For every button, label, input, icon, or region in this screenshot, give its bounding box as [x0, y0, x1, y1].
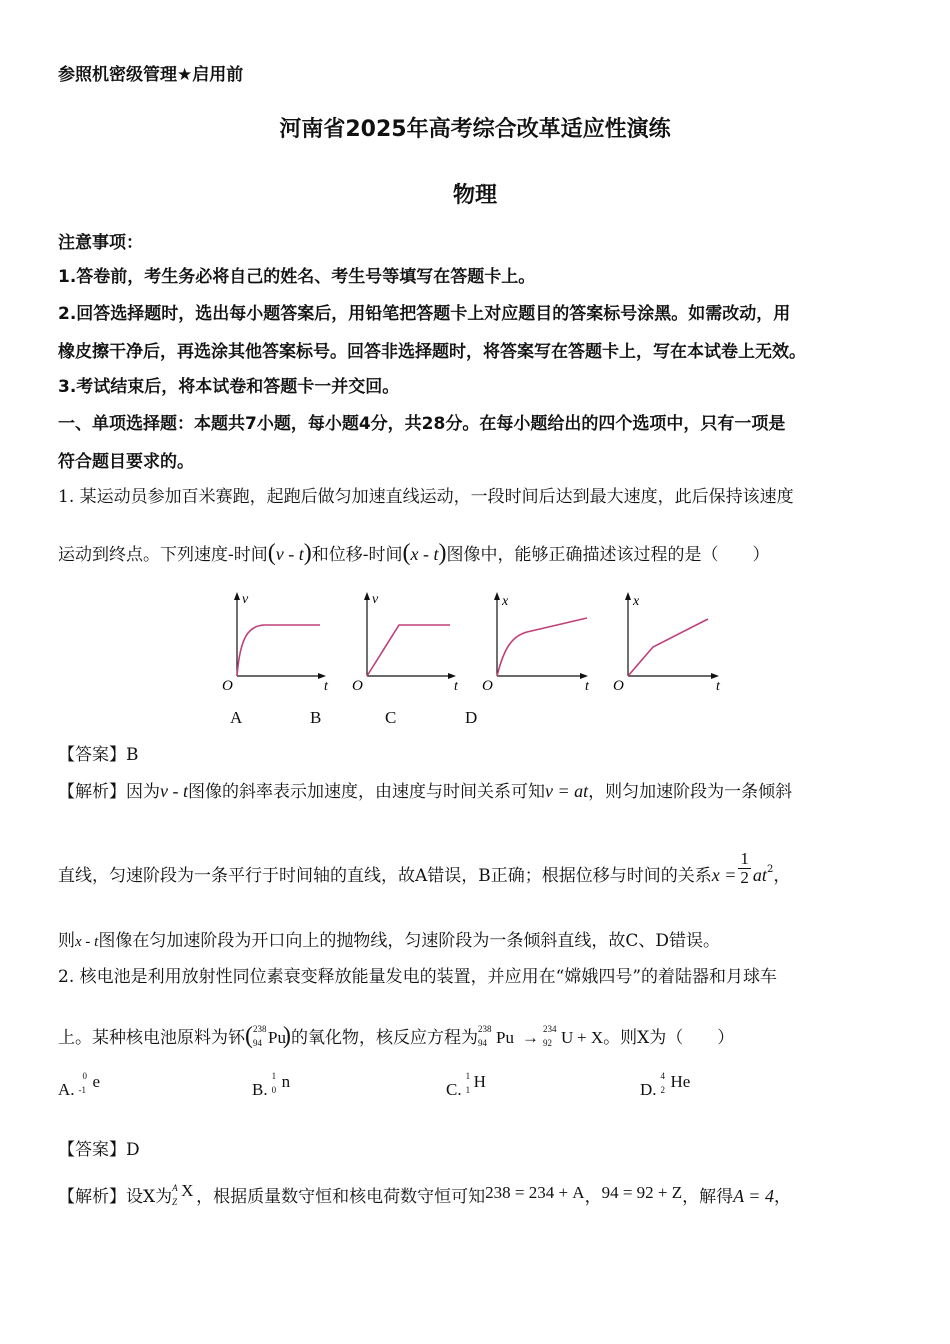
q1-explain3-b: 图像在匀加速阶段为开口向上的抛物线，匀速阶段为一条倾斜直线，故C、D错误。 — [98, 931, 720, 951]
pu-symbol: Pu — [268, 1028, 286, 1047]
choice-d-mass: 4 — [660, 1071, 666, 1081]
choice-d-nuclide — [660, 1071, 701, 1100]
graph-label-b: B — [310, 708, 322, 727]
q1-xt: x - t — [410, 544, 439, 564]
q2-explain-b: ，根据质量数守恒和核电荷数守恒可知 — [196, 1187, 486, 1207]
q1-explain1-eq: v = at — [544, 781, 589, 801]
eq-nuclide-pu — [478, 1024, 518, 1049]
graph-c-origin: O — [482, 678, 493, 693]
graph-c-xaxis: t — [585, 679, 589, 693]
pu-mass: 238 — [253, 1024, 267, 1034]
graph-c-yaxis: x — [502, 594, 509, 609]
graph-c — [472, 588, 597, 693]
note-item-2b: 橡皮擦干净后，再选涂其他答案标号。回答非选择题时，将答案写在答题卡上，写在本试卷上无效。 — [58, 342, 806, 362]
section1-heading-a: 一、单项选择题：本题共7小题，每小题4分，共28分。在每小题给出的四个选项中，只有一项是 — [58, 414, 786, 434]
q2-explain-line — [58, 1181, 791, 1208]
note-item-1: 1.答卷前，考生务必将自己的姓名、考生号等填写在答题卡上。 — [58, 267, 536, 287]
q2-line2-b: 的氧化物，核反应方程为 — [291, 1028, 478, 1048]
pu-charge: 94 — [253, 1038, 262, 1048]
q1-explain-line2 — [58, 849, 791, 895]
q2-sep: ， — [584, 1187, 602, 1207]
note-item-3: 3.考试结束后，将本试卷和答题卡一并交回。 — [58, 377, 400, 397]
graph-b-origin: O — [352, 678, 363, 693]
q2-explain-a: 【解析】设X为 — [58, 1187, 173, 1207]
eq-u-charge: 92 — [543, 1038, 552, 1048]
eq-pu-charge: 94 — [478, 1038, 487, 1048]
q2-line2-a: 上。某种核电池原料为钚 — [58, 1028, 245, 1048]
q1-explain2-at: at — [752, 865, 767, 885]
q2-choice-c — [446, 1071, 496, 1100]
choice-c-nuclide — [465, 1071, 496, 1100]
q2-explain-end: ， — [773, 1187, 791, 1207]
q1-line2-b: 和位移-时间 — [311, 545, 403, 565]
q1-line2-c: 图像中，能够正确描述该过程的是（ ） — [446, 545, 770, 565]
q1-line2-a: 运动到终点。下列速度-时间 — [58, 545, 268, 565]
q2-line2-c: 。则X为（ ） — [603, 1028, 735, 1048]
q1-explain2-x: x = — [711, 865, 737, 885]
q1-explain1-b: 图像的斜率表示加速度，由速度与时间关系可知 — [187, 782, 545, 802]
choice-d-charge: 2 — [660, 1085, 666, 1095]
graph-a-yaxis: v — [242, 592, 249, 607]
eq-plus-x: + X — [577, 1028, 604, 1047]
fraction-half — [738, 850, 751, 887]
eq-u-symbol: U — [561, 1028, 574, 1047]
choice-c-symbol: H — [473, 1072, 486, 1091]
q2-choice-b — [252, 1071, 302, 1100]
graph-a-curve — [237, 625, 320, 676]
q2-choice-a — [58, 1071, 109, 1100]
q2-choice-d — [640, 1071, 701, 1100]
q2-line1: 2. 核电池是利用放射性同位素衰变释放能量发电的装置，并应用在“嫦娥四号”的着陆器和月球车 — [58, 967, 778, 987]
q1-line2: 运动到终点。下列速度-时间(v - t)和位移-时间(x - t)图像中，能够正确描述该过程的是（ ） — [58, 540, 770, 566]
explain-nuclide-x — [172, 1181, 196, 1208]
choice-b-label: B. — [252, 1080, 268, 1099]
eq-nuclide-u — [543, 1024, 574, 1049]
choice-b-mass: 1 — [271, 1071, 277, 1081]
subject-title: 物理 — [452, 183, 497, 208]
graph-label-c: C — [385, 708, 397, 727]
graph-a — [212, 588, 332, 693]
reaction-arrow: → — [522, 1028, 539, 1047]
graph-a-xaxis: t — [324, 679, 328, 693]
choice-d-label: D. — [640, 1080, 657, 1099]
exam-title: 河南省2025年高考综合改革适应性演练 — [279, 117, 671, 142]
choice-a-label: A. — [58, 1080, 75, 1099]
q2-explain-c: ，解得 — [682, 1187, 734, 1207]
choice-a-charge: -1 — [78, 1085, 87, 1095]
secret-label: 参照机密级管理★启用前 — [58, 65, 244, 85]
choice-a-mass: 0 — [82, 1071, 88, 1081]
graph-b-curve — [367, 625, 450, 676]
choice-a-symbol: e — [92, 1072, 101, 1091]
fraction-den: 2 — [740, 868, 749, 887]
choice-b-charge: 0 — [271, 1085, 277, 1095]
q1-explain-line3 — [58, 930, 720, 953]
choice-d-symbol: He — [670, 1072, 691, 1091]
q1-explain1-a: 【解析】因为 — [58, 782, 160, 802]
q1-explain1-c: ，则匀加速阶段为一条倾斜 — [588, 782, 793, 802]
choice-b-nuclide — [271, 1071, 302, 1100]
graph-d — [603, 588, 728, 693]
graph-c-curve — [497, 618, 587, 676]
eq-pu-mass: 238 — [478, 1024, 492, 1034]
q1-explain2-end: ， — [773, 866, 791, 886]
notes-heading: 注意事项： — [58, 233, 143, 253]
choice-c-charge: 1 — [465, 1085, 471, 1095]
choice-c-label: C. — [446, 1080, 462, 1099]
solution-equation: A = 4 — [733, 1186, 774, 1206]
section1-heading-b: 符合题目要求的。 — [58, 452, 194, 472]
q2-answer: 【答案】D — [58, 1140, 140, 1160]
q1-answer: 【答案】B — [58, 745, 139, 765]
note-item-2a: 2.回答选择题时，选出每小题答案后，用铅笔把答题卡上对应题目的答案标号涂黑。如需改动，用 — [58, 304, 791, 324]
explain-x-symbol: X — [181, 1181, 194, 1200]
q2-line2: 上。某种核电池原料为钚( 238 94 Pu)的氧化物，核反应方程为 238 94 Pu → 234 92 U + X。则X为（ ） — [58, 1025, 734, 1049]
graph-a-origin: O — [222, 678, 233, 693]
graph-d-xaxis: t — [716, 679, 720, 693]
mass-equation: 238 = 234 + A — [485, 1183, 585, 1202]
graph-b — [342, 588, 462, 693]
choice-a-nuclide — [78, 1071, 109, 1100]
graph-b-xaxis: t — [454, 679, 458, 693]
q1-line1: 1. 某运动员参加百米赛跑，起跑后做匀加速直线运动，一段时间后达到最大速度，此后保持该速度 — [58, 487, 794, 507]
q1-explain1-vt: v - t — [160, 781, 188, 801]
charge-equation: 94 = 92 + Z — [601, 1183, 683, 1202]
graph-label-d: D — [465, 708, 478, 727]
q1-vt: v - t — [275, 544, 304, 564]
fraction-num: 1 — [740, 849, 749, 868]
graph-d-origin: O — [613, 678, 624, 693]
q1-explain3-a: 则 — [58, 931, 75, 951]
choice-c-mass: 1 — [465, 1071, 471, 1081]
graph-label-a: A — [230, 708, 243, 727]
choice-b-symbol: n — [281, 1072, 291, 1091]
q1-explain3-xt: x - t — [75, 934, 99, 950]
explain-x-mass: A — [172, 1183, 178, 1193]
q1-explain-line1 — [58, 780, 792, 803]
graph-d-yaxis: x — [633, 594, 640, 609]
eq-pu-symbol: Pu — [496, 1028, 514, 1047]
q1-explain2-a: 直线，匀速阶段为一条平行于时间轴的直线，故A错误，B正确；根据位移与时间的关系 — [58, 866, 712, 886]
nuclide-pu — [253, 1024, 286, 1049]
graph-b-yaxis: v — [372, 592, 379, 607]
explain-x-charge: Z — [172, 1197, 178, 1207]
eq-u-mass: 234 — [543, 1024, 557, 1034]
graph-d-curve — [628, 619, 708, 676]
q1-explain2-pow: 2 — [766, 864, 774, 875]
